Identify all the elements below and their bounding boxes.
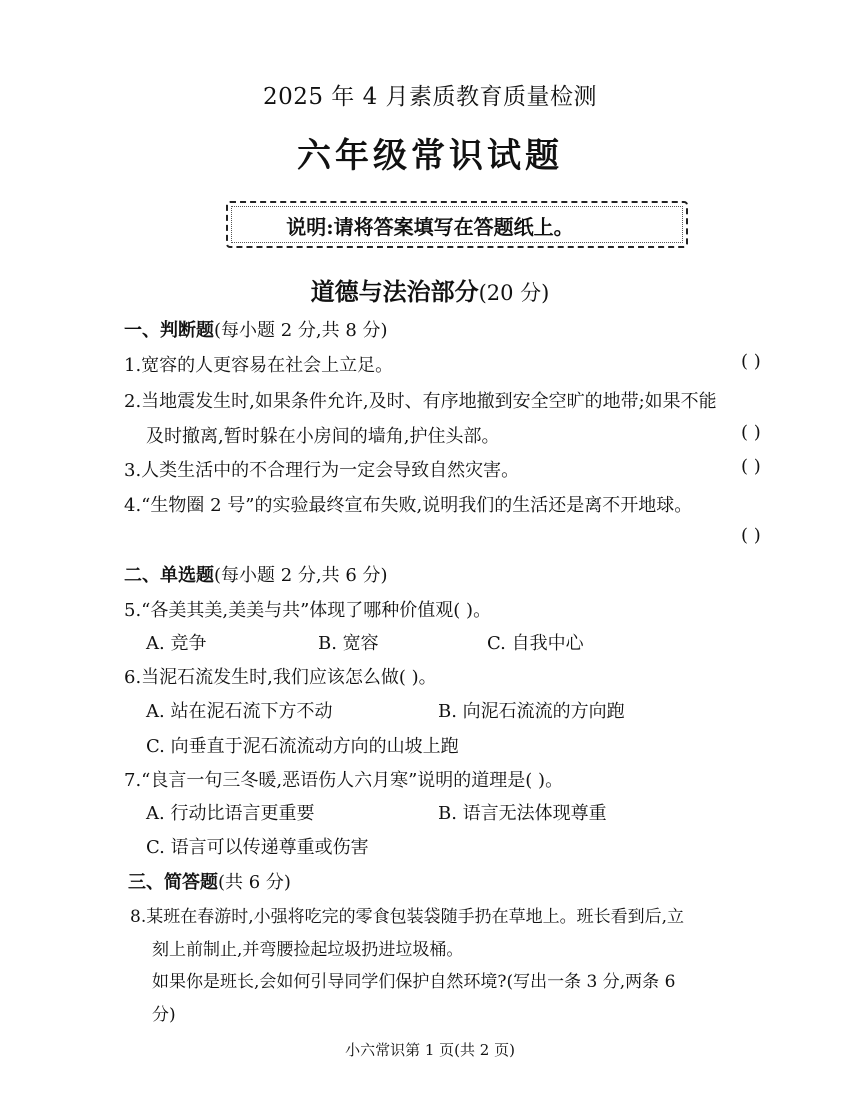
part2-heading-note: (每小题 2 分,共 6 分): [214, 565, 388, 586]
part2-heading: [124, 561, 388, 587]
part1-heading-note: (每小题 2 分,共 8 分): [214, 320, 388, 341]
part3-heading-text: 三、简答题: [128, 872, 218, 893]
q5-option-c[interactable]: C. 自我中心: [487, 633, 584, 654]
question-8-line-4: 分): [152, 1005, 176, 1025]
q5-option-b[interactable]: B. 宽容: [318, 633, 379, 654]
question-5: 5.“各美其美,美美与共”体现了哪种价值观( )。: [124, 600, 492, 621]
q7-option-a[interactable]: A. 行动比语言更重要: [146, 803, 315, 824]
section-title-text: 道德与法治部分: [310, 277, 479, 306]
question-8-line-3: 如果你是班长,会如何引导同学们保护自然环境?(写出一条 3 分,两条 6: [152, 972, 676, 992]
question-8-line-2: 刻上前制止,并弯腰捡起垃圾扔进垃圾桶。: [152, 940, 464, 960]
question-6: 6.当泥石流发生时,我们应该怎么做( )。: [124, 667, 437, 688]
part3-heading-note: (共 6 分): [218, 872, 291, 893]
exam-title: 2025 年 4 月素质教育质量检测: [262, 84, 598, 110]
question-1: 1.宽容的人更容易在社会上立足。: [124, 355, 394, 376]
q7-option-b[interactable]: B. 语言无法体现尊重: [438, 803, 607, 824]
question-2-line-1: 2.当地震发生时,如果条件允许,及时、有序地撤到安全空旷的地带;如果不能: [124, 391, 717, 412]
question-7: 7.“良言一句三冬暖,恶语伤人六月寒”说明的道理是( )。: [124, 770, 564, 791]
question-8-line-1: 8.某班在春游时,小强将吃完的零食包装袋随手扔在草地上。班长看到后,立: [130, 907, 685, 927]
page-footer: 小六常识第 1 页(共 2 页): [345, 1041, 515, 1059]
answer-blank-2[interactable]: ( ): [741, 422, 761, 443]
question-3: 3.人类生活中的不合理行为一定会导致自然灾害。: [124, 460, 520, 481]
question-2-line-2: 及时撤离,暂时躲在小房间的墙角,护住头部。: [146, 426, 500, 447]
part1-heading-text: 一、判断题: [124, 320, 214, 341]
q6-option-b[interactable]: B. 向泥石流流的方向跑: [438, 701, 625, 722]
q5-option-a[interactable]: A. 竞争: [146, 633, 207, 654]
answer-blank-3[interactable]: ( ): [741, 456, 761, 477]
part2-heading-text: 二、单选题: [124, 565, 214, 586]
answer-blank-4[interactable]: ( ): [741, 525, 761, 546]
answer-blank-1[interactable]: ( ): [741, 351, 761, 372]
q6-option-c[interactable]: C. 向垂直于泥石流流动方向的山坡上跑: [146, 736, 459, 757]
q7-option-c[interactable]: C. 语言可以传递尊重或伤害: [146, 837, 369, 858]
subject-title: 六年级常识试题: [297, 136, 563, 176]
question-4: 4.“生物圈 2 号”的实验最终宣布失败,说明我们的生活还是离不开地球。: [124, 495, 693, 516]
section-score: (20 分): [478, 281, 550, 305]
q6-option-a[interactable]: A. 站在泥石流下方不动: [146, 701, 333, 722]
part1-heading: [124, 316, 388, 342]
part3-heading: [128, 868, 291, 894]
section-title: [0, 272, 860, 307]
instruction-text: 说明:请将答案填写在答题纸上。: [286, 215, 574, 239]
